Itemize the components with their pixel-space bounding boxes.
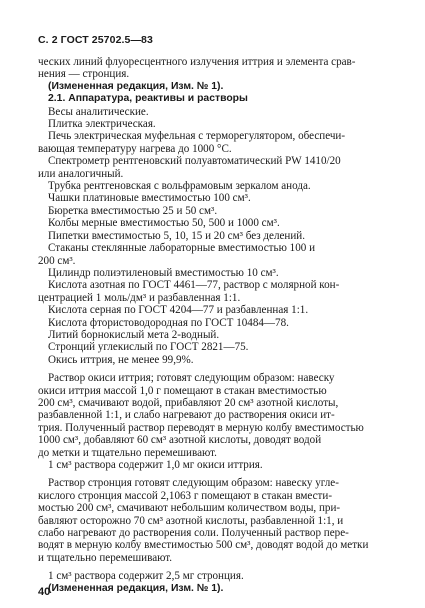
text-line: ческих линий флуоресцентного излучения иттрия и элемента срав- — [38, 56, 356, 68]
text-line: 1 см³ раствора содержит 2,5 мг стронция. — [48, 570, 244, 583]
text-line: нения — стронция. — [38, 68, 130, 81]
text-line: Спектрометр рентгеновский полуавтоматический PW 1410/20 — [48, 155, 341, 168]
amendment-note: (Измененная редакция, Изм. № 1). — [48, 582, 224, 594]
text-line: Колбы мерные вместимостью 50, 500 и 1000 см³. — [48, 217, 280, 230]
text-line: Печь электрическая муфельная с терморегулятором, обеспечи- — [48, 130, 346, 143]
section-heading: 2.1. Аппаратура, реактивы и растворы — [48, 93, 248, 105]
text-line: Бюретка вместимостью 25 и 50 см³. — [48, 204, 218, 217]
text-line: вающая температуру нагрева до 1000 °С. — [38, 142, 232, 155]
text-line: Стаканы стеклянные лабораторные вместимостью 100 и — [48, 242, 316, 255]
text-line: Литий борнокислый мета 2-водный. — [48, 328, 220, 341]
text-line: Кислота серная по ГОСТ 4204—77 и разбавленная 1:1. — [48, 304, 309, 317]
text-line: Кислота азотная по ГОСТ 4461—77, раствор с молярной кон- — [48, 279, 340, 292]
text-line: и тщательно перемешивают. — [38, 551, 173, 564]
text-line: до метки и тщательно перемешивают. — [38, 446, 217, 459]
text-line: 200 см³. — [38, 254, 76, 267]
text-line: водят в мерную колбу вместимостью 500 см³, доводят водой до метки — [38, 539, 369, 552]
text-line: Весы аналитические. — [48, 105, 149, 118]
text-line: Пипетки вместимостью 5, 10, 15 и 20 см³ без делений. — [48, 229, 306, 242]
text-line: бавляют осторожно 70 см³ азотной кислоты, разбавленной 1:1, и — [38, 514, 344, 527]
text-line: 1 см³ раствора содержит 1,0 мг окиси иттрия. — [48, 459, 263, 471]
document-body — [38, 56, 390, 595]
text-line: Плитка электрическая. — [48, 118, 156, 131]
text-line: Чашки платиновые вместимостью 100 см³. — [48, 192, 251, 205]
text-line: Раствор стронция готовят следующим образом: навеску угле- — [48, 477, 339, 490]
text-line: Цилиндр полиэтиленовый вместимостью 10 см³. — [48, 266, 279, 279]
text-line: мостью 200 см³, смачивают небольшим количеством воды, при- — [38, 502, 341, 515]
text-line: Раствор окиси иттрия; готовят следующим образом: навеску — [48, 372, 335, 385]
text-line: 1000 см³, добавляют 60 см³ азотной кислоты, доводят водой — [38, 434, 322, 447]
text-line: разбавленной 1:1, и слабо нагревают до растворения окиси ит- — [38, 409, 335, 422]
text-line: кислого стронция массой 2,1063 г помещают в стакан вмести- — [38, 489, 333, 502]
text-line: или аналогичный. — [38, 167, 124, 180]
page-number: 40 — [38, 586, 51, 598]
amendment-note: (Измененная редакция, Изм. № 1). — [48, 80, 224, 92]
text-line: трия. Полученный раствор переводят в мерную колбу вместимостью — [38, 421, 364, 434]
running-header: С. 2 ГОСТ 25702.5—83 — [38, 34, 153, 46]
text-line: окиси иттрия массой 1,0 г помещают в стакан вместимостью — [38, 384, 327, 397]
text-line: Окись иттрия, не менее 99,9%. — [48, 353, 194, 366]
text-line: 200 см³, смачивают водой, прибавляют 20 см³ азотной кислоты, — [38, 396, 339, 409]
text-line: Стронций углекислый по ГОСТ 2821—75. — [48, 341, 249, 354]
text-line: центрацией 1 моль/дм³ и разбавленная 1:1. — [38, 291, 241, 304]
text-line: Кислота фтористоводородная по ГОСТ 10484—78. — [48, 316, 289, 329]
text-line: слабо нагревают до растворения соли. Полученный раствор пере- — [38, 527, 349, 540]
text-line: Трубка рентгеновская с вольфрамовым зеркалом анода. — [48, 180, 311, 193]
